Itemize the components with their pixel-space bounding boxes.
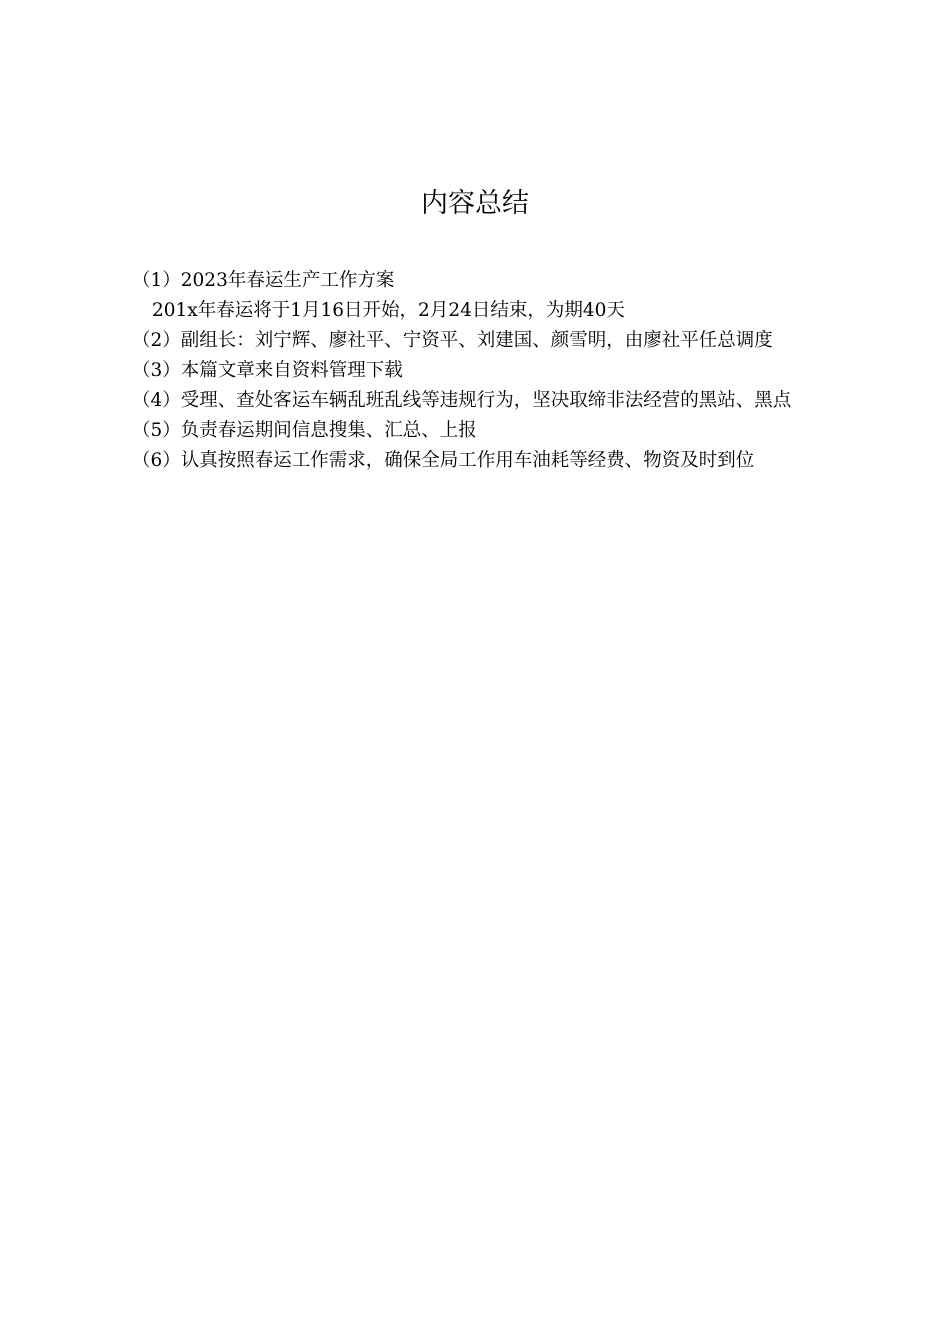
summary-item-5: （5）负责春运期间信息搜集、汇总、上报 — [132, 420, 477, 441]
summary-item-2: （2）副组长：刘宁辉、廖社平、宁资平、刘建国、颜雪明，由廖社平任总调度 — [132, 330, 773, 351]
summary-item-4: （4）受理、查处客运车辆乱班乱线等违规行为，坚决取缔非法经营的黑站、黑点 — [132, 390, 792, 411]
summary-item-6: （6）认真按照春运工作需求，确保全局工作用车油耗等经费、物资及时到位 — [132, 450, 755, 471]
summary-item-1: （1）2023年春运生产工作方案 — [132, 270, 395, 291]
summary-item-3: （3）本篇文章来自资料管理下载 — [132, 360, 403, 381]
summary-content — [132, 266, 832, 476]
summary-item-1-detail: 201x年春运将于1月16日开始，2月24日结束，为期40天 — [152, 300, 625, 321]
document-title: 内容总结 — [421, 188, 529, 219]
